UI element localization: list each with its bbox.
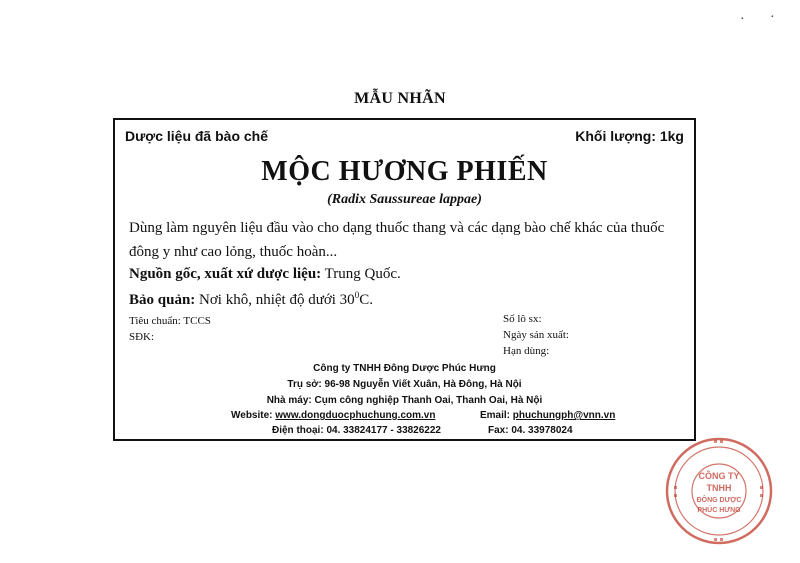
- stamp-line-3: ĐÔNG DƯỢC: [696, 497, 742, 504]
- company-stamp: [664, 436, 774, 546]
- company-factory: Nhà máy: Cụm công nghiệp Thanh Oai, Thanh Oai, Hà Nội: [266, 395, 543, 406]
- stamp-line-2: TNHH: [706, 483, 732, 493]
- company-hq: Trụ sở: 96-98 Nguyễn Viết Xuân, Hà Đông, Hà Nội: [287, 379, 522, 390]
- origin-value: Trung Quốc.: [321, 266, 401, 282]
- website-link[interactable]: www.dongduocphuchung.com.vn: [275, 410, 436, 421]
- email-row: [480, 410, 615, 421]
- storage-label: Bảo quản:: [129, 292, 196, 308]
- scan-speck: ·: [740, 12, 745, 27]
- usage-text: Dùng làm nguyên liệu đầu vào cho dạng thuốc thang và các dạng bào chế khác của thuốc đông y như cao lỏng, thuốc hoàn...: [129, 220, 665, 260]
- storage-unit: C.: [359, 292, 373, 308]
- fax-field: Fax: 04. 33978024: [488, 425, 573, 436]
- registration-field: SĐK:: [129, 331, 155, 343]
- stamp-line-4: PHÚC HƯNG: [697, 507, 741, 514]
- email-link[interactable]: phuchungph@vnn.vn: [512, 410, 616, 421]
- product-label: [113, 118, 696, 441]
- storage-value: Nơi khô, nhiệt độ dưới 30: [195, 292, 355, 308]
- product-name: MỘC HƯƠNG PHIẾN: [261, 156, 548, 187]
- website-label: Website:: [231, 410, 276, 421]
- manufacture-date-field: Ngày sản xuất:: [503, 329, 569, 341]
- product-weight: Khối lượng: 1kg: [575, 128, 684, 144]
- storage-row: [129, 290, 373, 309]
- email-label: Email:: [480, 410, 513, 421]
- stamp-line-1: CÔNG TY: [698, 471, 740, 481]
- website-row: [231, 410, 435, 421]
- expiry-field: Hạn dùng:: [503, 345, 550, 357]
- company-name: Công ty TNHH Đông Dược Phúc Hưng: [313, 363, 496, 374]
- latin-name: (Radix Saussureae lappae): [327, 192, 482, 207]
- standard-field: Tiêu chuẩn: TCCS: [129, 315, 211, 327]
- origin-row: [129, 266, 401, 283]
- batch-number-field: Số lô sx:: [503, 313, 542, 325]
- product-category: Dược liệu đã bào chế: [125, 128, 269, 144]
- origin-label: Nguồn gốc, xuất xứ dược liệu:: [129, 266, 322, 282]
- scan-speck: ·: [770, 10, 775, 25]
- page-heading: MẪU NHÃN: [354, 90, 446, 107]
- storage-superscript: 0: [354, 290, 360, 300]
- phone-field: Điện thoại: 04. 33824177 - 33826222: [272, 425, 441, 436]
